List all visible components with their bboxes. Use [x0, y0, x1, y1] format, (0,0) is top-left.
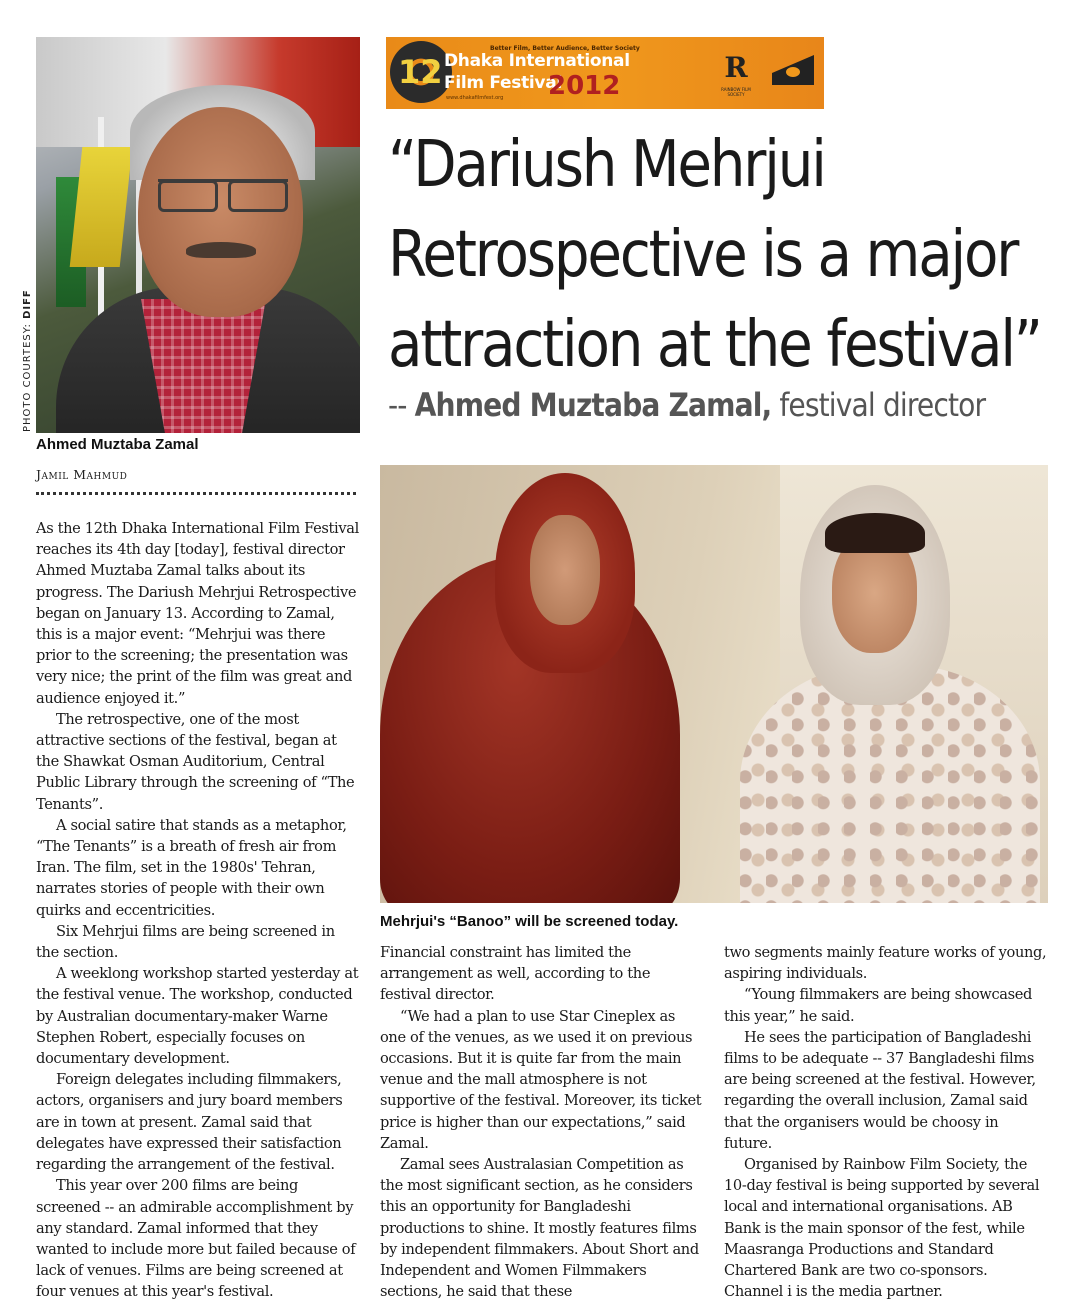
- article-column-2: [380, 942, 705, 1302]
- article-column-1: [36, 518, 360, 1303]
- portrait-caption: Ahmed Muztaba Zamal: [36, 436, 199, 453]
- rainbow-logo-icon: R: [724, 51, 748, 84]
- paragraph: Six Mehrjui films are being screened in the section.: [36, 922, 335, 962]
- attribution-role: festival director: [771, 386, 986, 424]
- portrait-photo: [36, 37, 360, 433]
- paragraph: This year over 200 films are being screened -- an admirable accomplishment by any standard. Zamal informed that they wanted to include more but failed because of lack of venues. Films are being screened at four venues at this year's festival.: [36, 1177, 356, 1301]
- paragraph: The retrospective, one of the most attractive sections of the festival, began at the Shawkat Osman Auditorium, Central Public Library through the screening of “The Tenants”.: [36, 710, 355, 813]
- banner-slogan: Better Film, Better Audience, Better Society: [490, 45, 640, 52]
- paragraph: He sees the participation of Bangladeshi films to be adequate -- 37 Bangladeshi films are being screened at the festival. However, regarding the overall inclusion, Zamal said that the organisers would be choosy in future.: [724, 1028, 1036, 1152]
- paragraph: As the 12th Dhaka International Film Festival reaches its 4th day [today], festival director Ahmed Muztaba Zamal talks about its progress. The Dariush Mehrjui Retrospective began on January 13. According to Zamal, this is a major event: “Mehrjui was there prior to the screening; the presentation was very nice; the print of the film was great and audience enjoyed it.”: [36, 520, 359, 707]
- byline: Jamil Mahmud: [36, 467, 128, 482]
- attribution: -- Ahmed Muztaba Zamal, festival director: [388, 386, 986, 424]
- paragraph: Organised by Rainbow Film Society, the 10-day festival is being supported by several local and international organisations. AB Bank is the main sponsor of the fest, while Maasranga Productions and Standard Chartered Bank are two co-sponsors. Channel i is the media partner.: [724, 1156, 1040, 1301]
- festival-banner: [386, 37, 824, 109]
- headline: “Dariush Mehrjui Retrospective is a major attraction at the festival”: [388, 128, 1041, 382]
- paragraph: Zamal sees Australasian Competition as the most significant section, as he considers this an opportunity for Bangladeshi productions to shine. It mostly features films by independent filmmakers. About Short and Independent and Women Filmmakers sections, he said that these: [380, 1156, 699, 1301]
- paragraph: Foreign delegates including filmmakers, actors, organisers and jury board members are in town at present. Zamal said that delegates have expressed their satisfaction regarding the arrangement of the festival.: [36, 1071, 343, 1174]
- banner-title-line2: Film Festival: [444, 73, 562, 93]
- banner-url: www.dhakafilmfest.org: [446, 95, 504, 101]
- paragraph: Financial constraint has limited the arrangement as well, according to the festival director.: [380, 944, 651, 1004]
- film-still-photo: [380, 465, 1048, 903]
- rainbow-society-name: RAINBOW FILM SOCIETY: [721, 87, 751, 97]
- eye-logo-icon: [772, 55, 814, 85]
- photo-courtesy: PHOTO COURTESY: DIFF: [22, 289, 33, 432]
- still-caption: Mehrjui's “Banoo” will be screened today.: [380, 913, 679, 930]
- paragraph: A social satire that stands as a metaphor, “The Tenants” is a breath of fresh air from Iran. The film, set in the 1980s' Tehran, narrates stories of people with their own quirks and eccentricities.: [36, 816, 347, 919]
- banner-year: 2012: [548, 71, 621, 101]
- paragraph: “We had a plan to use Star Cineplex as one of the venues, as we used it on previous occasions. But it is quite far from the main venue and the mall atmosphere is not supportive of the festival. Moreover, its ticket price is higher than our expectations,” said Zamal.: [380, 1007, 702, 1152]
- article-column-3: [724, 942, 1048, 1302]
- banner-number: 12: [398, 53, 443, 91]
- paragraph: two segments mainly feature works of young, aspiring individuals.: [724, 944, 1047, 983]
- dotted-divider: [36, 492, 356, 495]
- attribution-name: Ahmed Muztaba Zamal,: [414, 386, 772, 424]
- paragraph: “Young filmmakers are being showcased this year,” he said.: [724, 986, 1033, 1025]
- paragraph: A weeklong workshop started yesterday at the festival venue. The workshop, conducted by Australian documentary-maker Warne Stephen Robert, especially focuses on documentary development.: [36, 965, 359, 1068]
- banner-title-line1: Dhaka International: [444, 51, 630, 71]
